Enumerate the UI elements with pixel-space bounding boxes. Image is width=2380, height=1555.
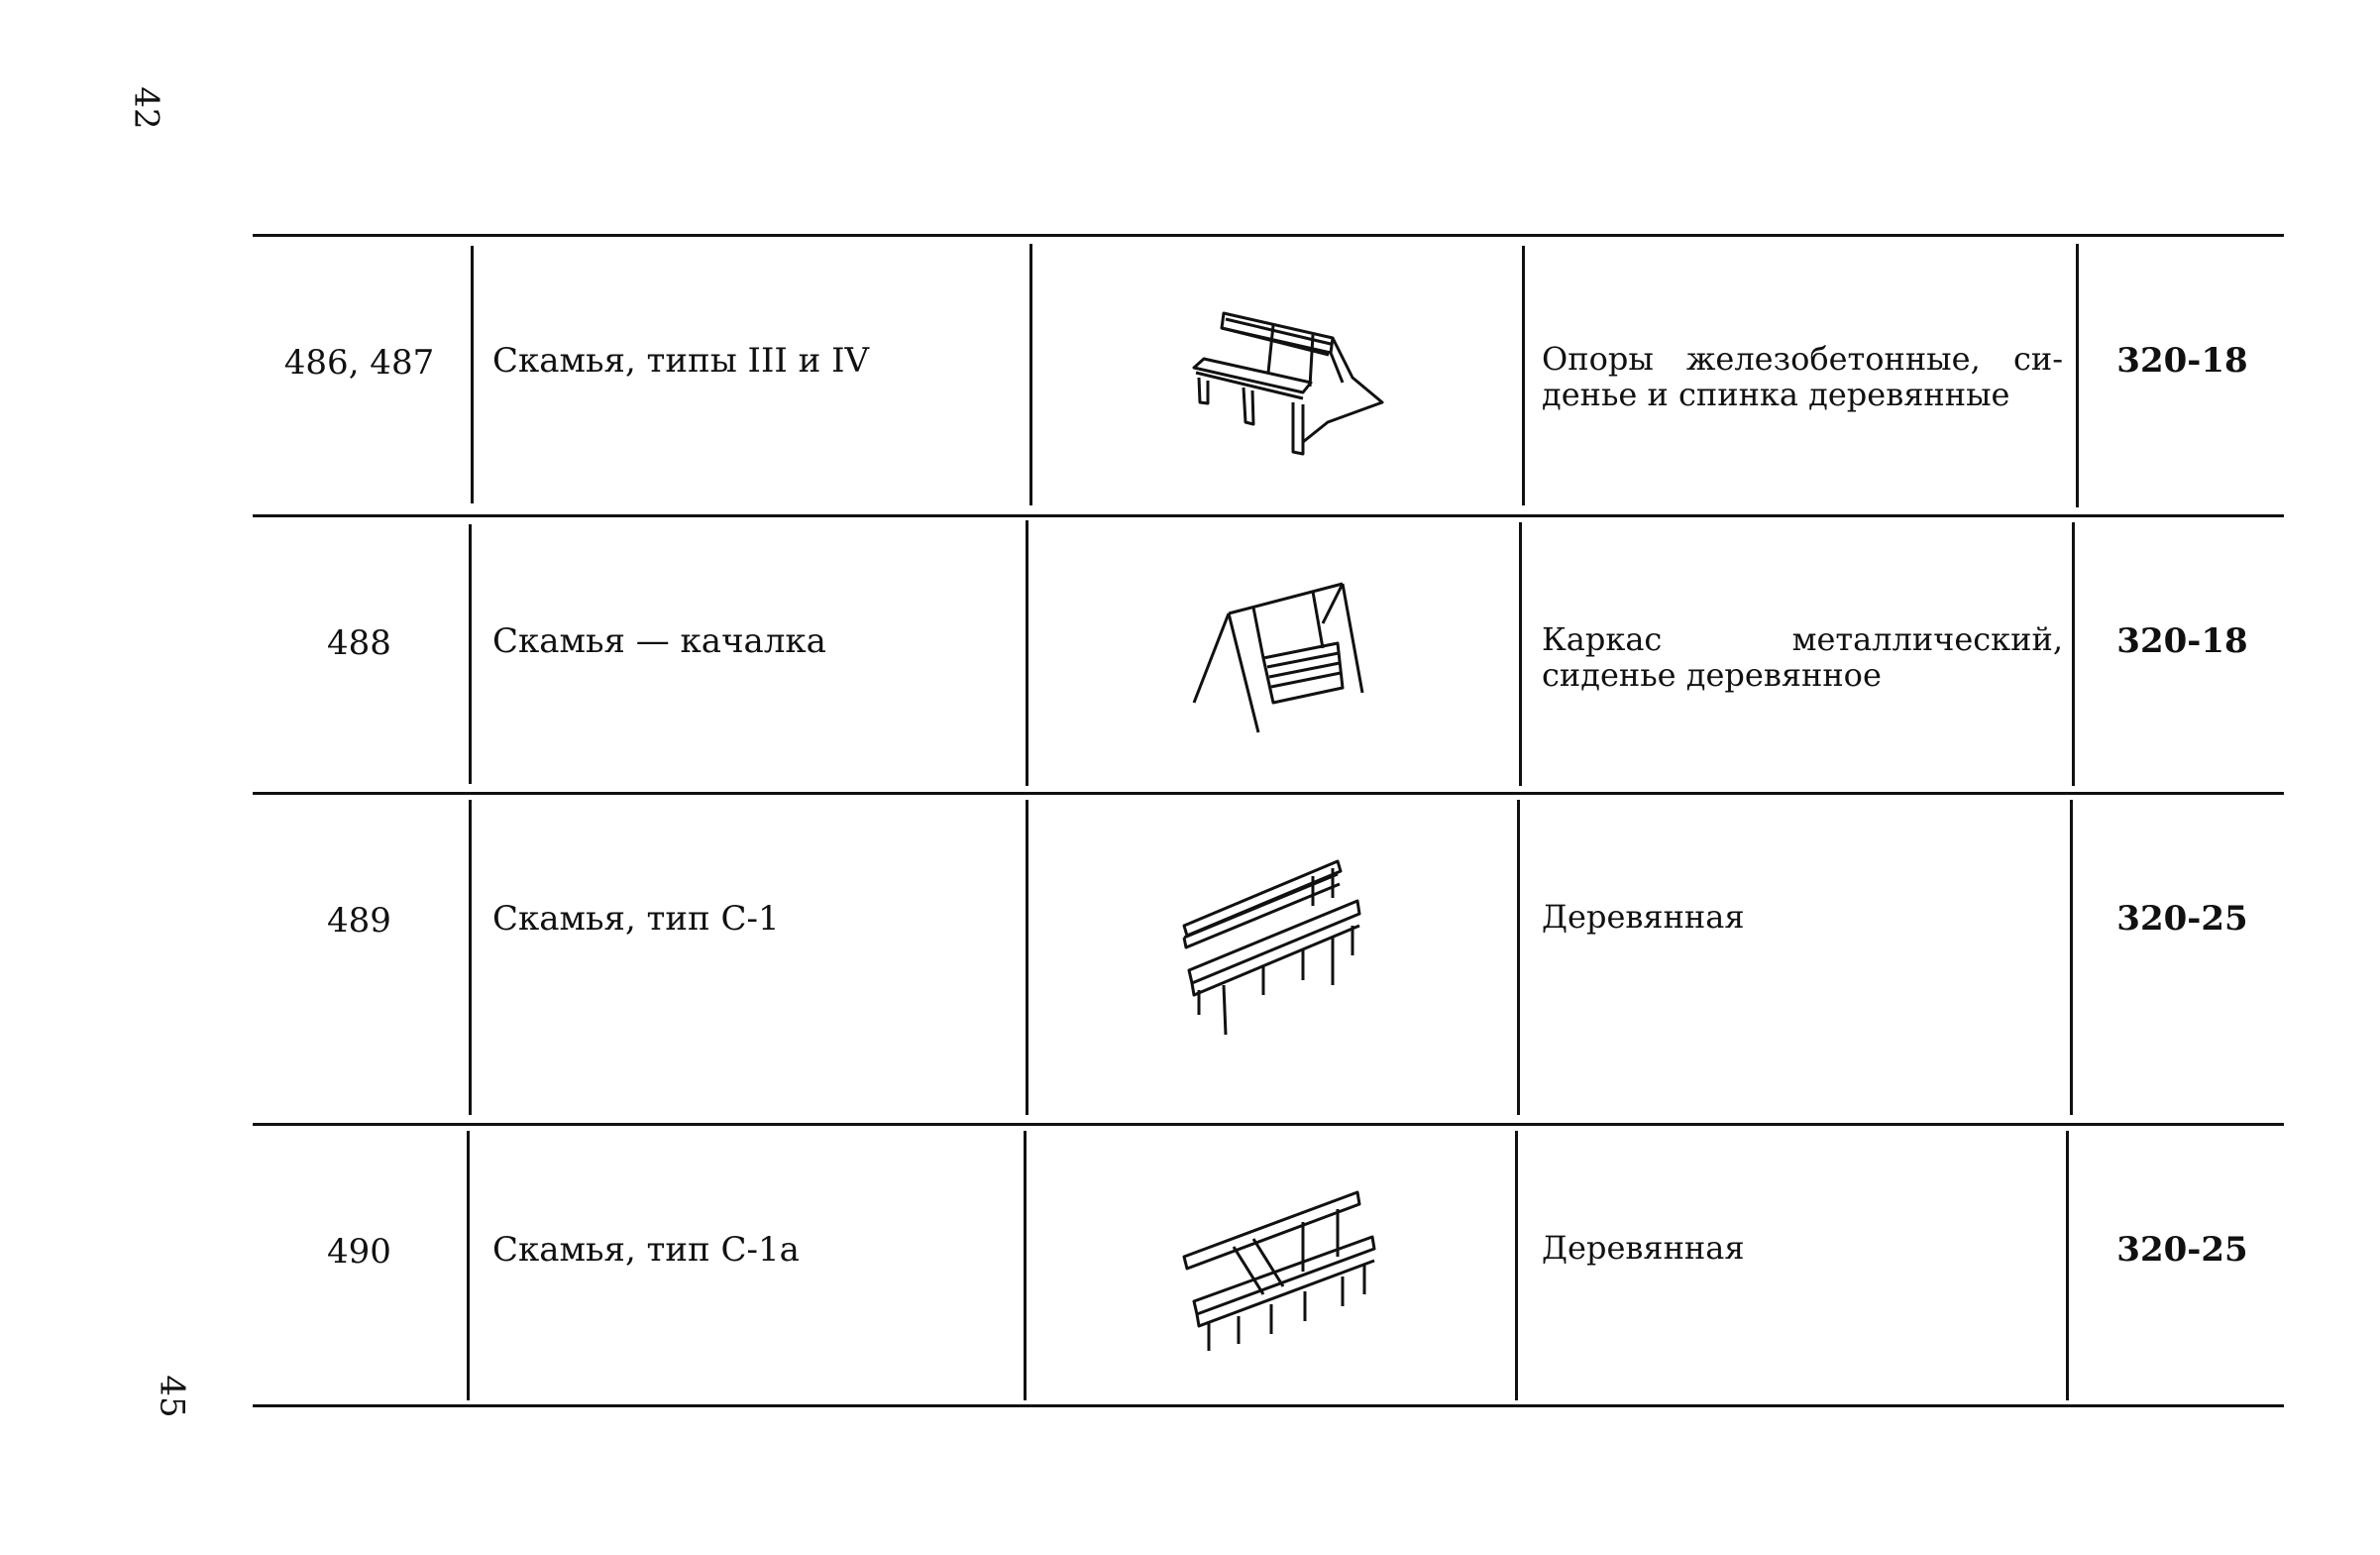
item-code: 320-25 [2116, 1230, 2248, 1270]
page-number-bottom: 45 [152, 1375, 192, 1418]
item-number: 490 [327, 1232, 391, 1272]
column-divider [1026, 800, 1028, 1115]
column-divider [2076, 244, 2079, 507]
table-rule [253, 1404, 2284, 1407]
item-description: Каркас металлический, сиденье деревянное [1542, 620, 2063, 694]
bench-type-c1a-icon [1154, 1177, 1392, 1356]
item-number: 488 [327, 623, 391, 663]
column-divider [1519, 522, 1522, 786]
item-name: Скамья, типы III и IV [492, 341, 870, 381]
item-number: 486, 487 [283, 343, 435, 383]
column-divider [1522, 246, 1525, 505]
table-row [253, 1123, 2284, 1404]
item-description: Деревянная [1542, 1229, 1745, 1267]
item-code: 320-25 [2116, 899, 2248, 939]
item-picture [1035, 514, 1516, 792]
column-divider [469, 524, 472, 784]
column-divider [2070, 800, 2073, 1115]
catalog-table [253, 234, 2284, 1407]
column-divider [469, 800, 472, 1115]
item-picture [1035, 1123, 1516, 1404]
column-divider [471, 246, 474, 503]
item-code: 320-18 [2116, 341, 2248, 381]
item-name: Скамья — качалка [492, 621, 826, 661]
item-description: Деревянная [1542, 898, 1745, 936]
item-description: Опоры железобетонные, си-денье и спинка деревянные [1542, 340, 2063, 413]
item-name: Скамья, тип С-1 [492, 899, 780, 939]
item-name: Скамья, тип С-1а [492, 1230, 800, 1270]
item-picture [1035, 792, 1516, 1123]
bench-type-c1-icon [1154, 856, 1392, 1035]
column-divider [2066, 1131, 2069, 1400]
column-divider [1024, 1131, 1027, 1400]
column-divider [1026, 520, 1028, 786]
item-picture [1035, 234, 1516, 514]
column-divider [2072, 522, 2075, 786]
column-divider [467, 1131, 470, 1400]
column-divider [1029, 244, 1032, 505]
table-row [253, 514, 2284, 792]
page-number-top: 42 [126, 86, 166, 130]
bench-type-iii-iv-icon [1154, 283, 1392, 462]
item-code: 320-18 [2116, 621, 2248, 661]
table-row [253, 234, 2284, 514]
item-number: 489 [327, 901, 391, 941]
table-row [253, 792, 2284, 1123]
column-divider [1515, 1131, 1518, 1400]
column-divider [1517, 800, 1520, 1115]
swing-bench-icon [1154, 564, 1392, 742]
